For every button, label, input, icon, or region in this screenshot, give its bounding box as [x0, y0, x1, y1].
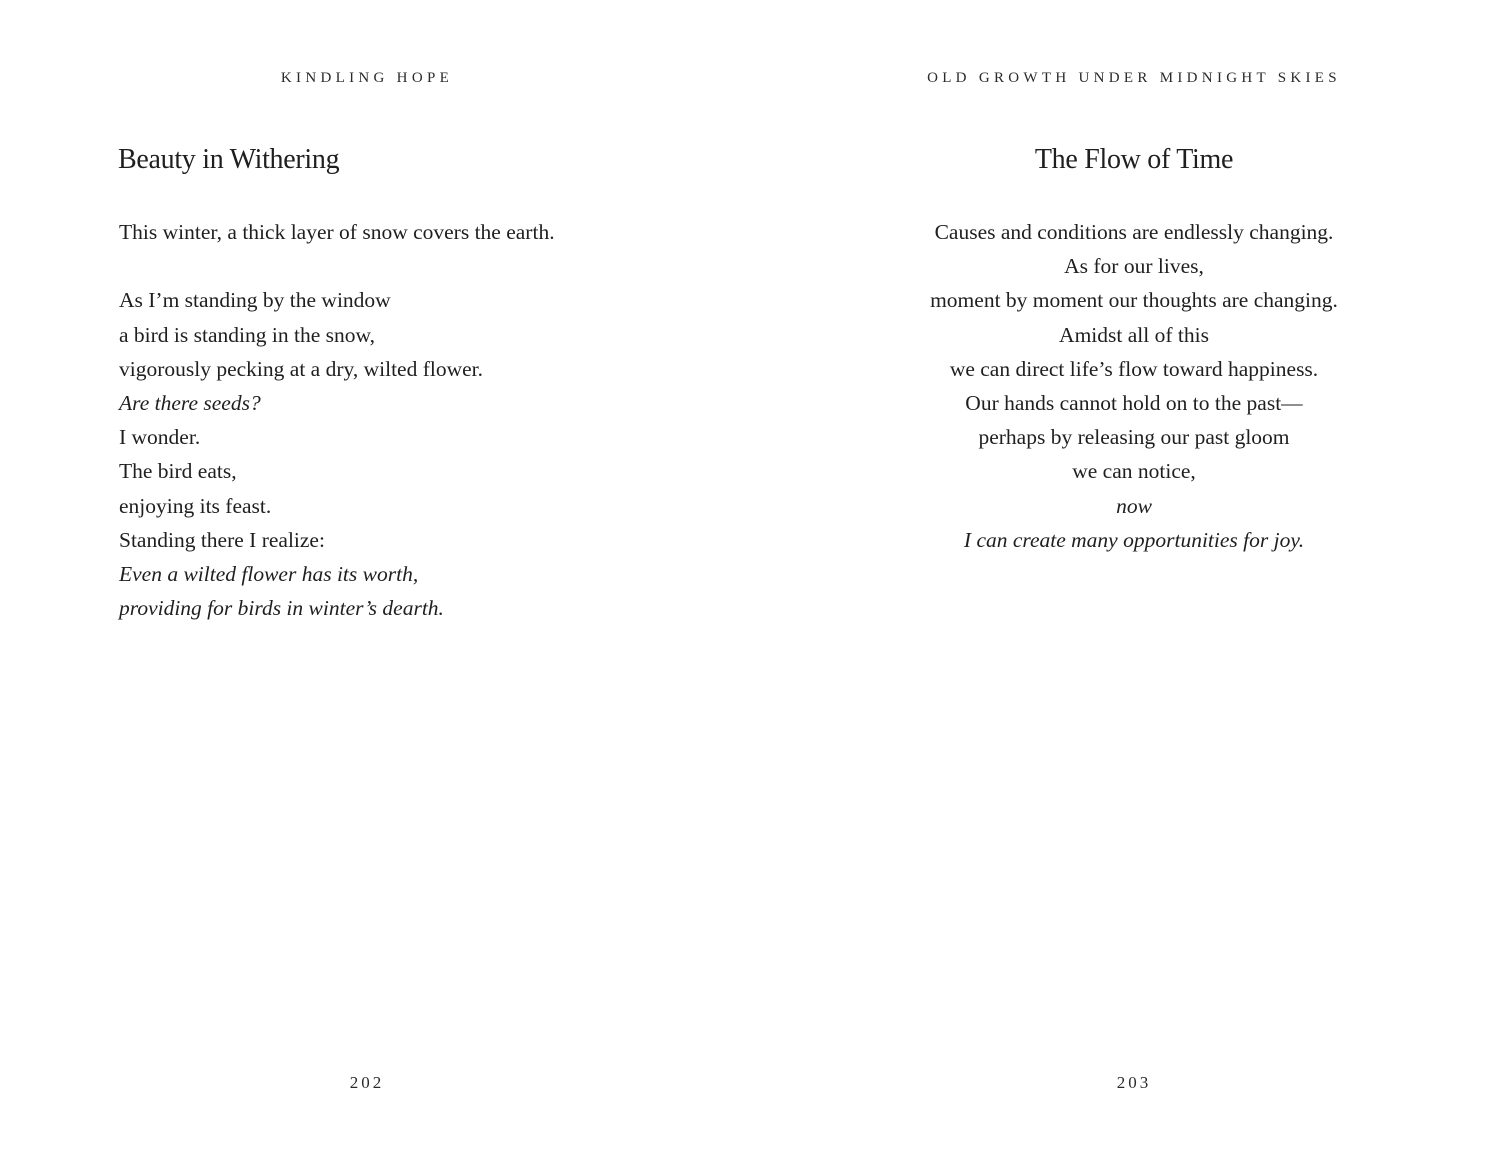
poem-body — [884, 215, 1384, 557]
poem-line: enjoying its feast. — [119, 493, 272, 518]
poem-body — [119, 215, 719, 625]
poem-line: a bird is standing in the snow, — [119, 322, 375, 347]
poem-line: This winter, a thick layer of snow covers the earth. — [119, 220, 555, 244]
poem-line: Standing there I realize: — [119, 527, 325, 552]
poem-title: The Flow of Time — [1034, 144, 1234, 175]
running-head: KINDLING HOPE — [280, 70, 454, 86]
poem-line: Even a wilted flower has its worth, — [119, 561, 419, 586]
poem-line: I wonder. — [119, 425, 201, 450]
poem-line: we can notice, — [1072, 459, 1196, 484]
poem-line: moment by moment our thoughts are changing. — [930, 288, 1338, 313]
poem-line: perhaps by releasing our past gloom — [978, 425, 1290, 450]
right-page — [750, 0, 1500, 1159]
poem-line: I can create many opportunities for joy. — [963, 527, 1305, 552]
poem-line: As for our lives, — [1064, 254, 1204, 279]
poem-line: providing for birds in winter’s dearth. — [119, 596, 444, 621]
poem-line: The bird eats, — [119, 459, 237, 484]
poem-line: Are there seeds? — [119, 390, 261, 415]
poem-line: As I’m standing by the window — [119, 288, 391, 313]
poem-title: Beauty in Withering — [118, 144, 340, 175]
stanza-break — [119, 249, 719, 283]
poem-line: we can direct life’s flow toward happiness. — [949, 356, 1319, 381]
poem-line: vigorously pecking at a dry, wilted flower. — [119, 356, 484, 381]
page-number: 202 — [349, 1073, 385, 1092]
poem-line: now — [1116, 493, 1152, 518]
page-number: 203 — [1116, 1073, 1152, 1092]
poem-line: Causes and conditions are endlessly changing. — [934, 220, 1334, 244]
running-head: OLD GROWTH UNDER MIDNIGHT SKIES — [927, 70, 1341, 86]
poem-line: Amidst all of this — [1059, 322, 1209, 347]
poem-line: Our hands cannot hold on to the past— — [965, 390, 1303, 415]
